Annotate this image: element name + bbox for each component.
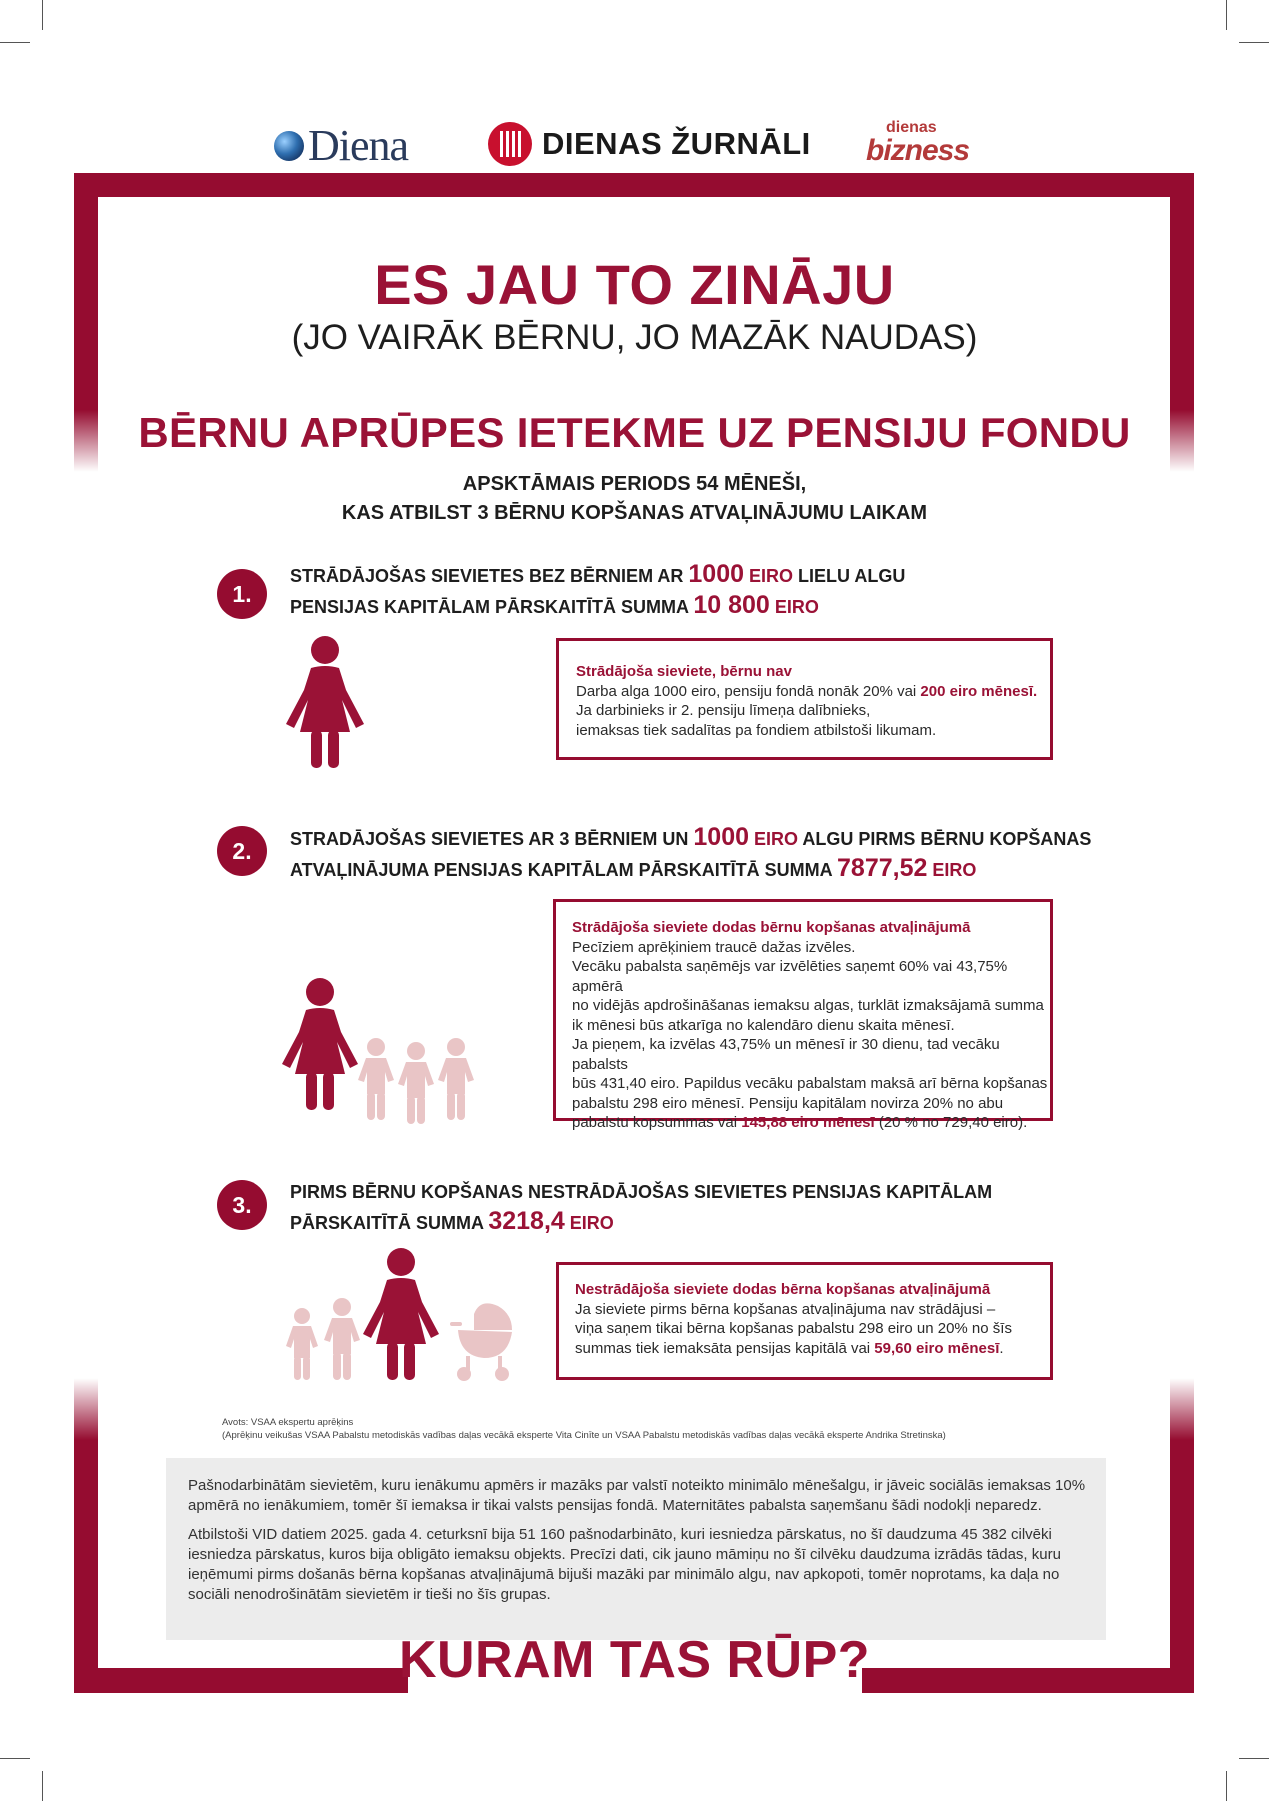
- case-3-info-box: Nestrādājoša sieviete dodas bērna kopšanas atvaļinājumā Ja sieviete pirms bērna kopšanas atvaļinājuma nav strādājusi – viņa saņem tikai bērna kopšanas pabalstu 298 eiro un 20% no šīs summas tiek iemaksāta pensijas kapitālā vai 59,60 eiro mēnesī.: [556, 1262, 1053, 1380]
- period-description: APSKTĀMAIS PERIODS 54 MĒNEŠI, KAS ATBILST 3 BĒRNU KOPŠANAS ATVAĻINĀJUMU LAIKAM: [341, 473, 928, 524]
- case-2-heading: STRADĀJOŠAS SIEVIETES AR 3 BĒRNIEM UN 1000 EIRO ALGU PIRMS BĒRNU KOPŠANAS ATVAĻINĀJUMA PENSIJAS KAPITĀLAM PĀRSKAITĪTĀ SUMMA 7877,52 EIRO: [290, 823, 1092, 882]
- case-number-badge: 3.: [217, 1180, 267, 1230]
- globe-icon: [274, 131, 304, 161]
- self-employed-note: Pašnodarbinātām sievietēm, kuru ienākumu apmērs ir mazāks par valstī noteikto minimālo mēnešalgu, ir jāveic sociālās iemaksas 10% apmērā no ienākumiem, tomēr šī iemaksa ir tikai valsts pensijas fondā. Maternitātes pabalsta saņemšanu šādi nodokļi neparedz. Atbilstoši VID datiem 2025. gada 4. ceturksnī bija 51 160 pašnodarbināto, kuri iesniedza pārskatus, no šī daudzuma 45 382 cilvēki iesniedza pārskatus, kuros bija obligāto iemaksu objekts. Precīzi dati, cik jauno māmiņu no šī cilvēku daudzuma izrādās tādas, kuru ieņēmumi pirms došanās bērna kopšanas atvaļinājumā bijuši mazāki par minimālo algu, nav apkopoti, tomēr noprotams, ka daļa no sociāli nenodrošinātām sievietēm ir tieši no šīs grupas.: [166, 1458, 1106, 1640]
- woman-with-children-and-stroller-icon: [280, 1246, 540, 1386]
- case-1-info-box: Strādājoša sieviete, bērnu nav Darba alga 1000 eiro, pensiju fondā nonāk 20% vai 200 eiro mēnesī. Ja darbinieks ir 2. pensiju līmeņa dalībnieks, iemaksas tiek sadalītas pa fondiem atbilstoši likumam.: [556, 638, 1053, 760]
- crop-mark: [1239, 1758, 1269, 1759]
- page-title: ES JAU TO ZINĀJU: [374, 253, 895, 316]
- woman-icon: [280, 634, 370, 769]
- case-number-badge: 2.: [217, 826, 267, 876]
- dienas-zurnali-logo: DIENAS ŽURNĀLI: [488, 122, 811, 166]
- crop-mark: [1226, 0, 1227, 30]
- case-2-info-box: Strādājoša sieviete dodas bērnu kopšanas atvaļinājumā Pecīziem aprēķiniem traucē dažas izvēles. Vecāku pabalsta saņēmējs var izvēlēties saņemt 60% vai 43,75% apmērā no vidējās apdrošināšanas iemaksu algas, turklāt izmaksājamā summa ik mēnesi būs atkarīga no kalendāro dienu skaita mēnesī. Ja pieņem, ka izvēlas 43,75% un mēnesī ir 30 dienu, tad vecāku pabalsts būs 431,40 eiro. Papildus vecāku pabalstam maksā arī bērna kopšanas pabalstu 298 eiro mēnesī. Pensiju kapitālam novirza 20% no abu pabalstu kopsummas vai 145,88 eiro mēnesī (20 % no 729,40 eiro).: [553, 899, 1053, 1121]
- crop-mark: [0, 42, 30, 43]
- case-1-heading: STRĀDĀJOŠAS SIEVIETES BEZ BĒRNIEM AR 1000 EIRO LIELU ALGU PENSIJAS KAPITĀLAM PĀRSKAITĪTĀ SUMMA 10 800 EIRO: [290, 560, 906, 619]
- publisher-logos: [0, 118, 1269, 168]
- diena-logo: Diena: [274, 120, 408, 171]
- case-number-badge: 1.: [217, 569, 267, 619]
- crop-mark: [42, 0, 43, 30]
- source-note: Avots: VSAA ekspertu aprēķins (Aprēķinu veikušas VSAA Pabalstu metodiskās vadības daļas vecākā eksperte Vita Cinīte un VSAA Pabalstu metodiskās vadības daļas vecākā eksperte Andrika Stretinska): [222, 1417, 946, 1441]
- dienas-bizness-logo: dienas bizness: [866, 119, 970, 167]
- crop-mark: [1239, 42, 1269, 43]
- page-subtitle: (JO VAIRĀK BĒRNU, JO MAZĀK NAUDAS): [291, 318, 978, 357]
- crop-mark: [42, 1771, 43, 1801]
- dienas-zurnali-mark-icon: [488, 122, 532, 166]
- footer-question: KURAM TAS RŪP?: [398, 1631, 871, 1689]
- frame-fade-left: [74, 410, 100, 1440]
- crop-mark: [1226, 1771, 1227, 1801]
- crop-mark: [0, 1758, 30, 1759]
- case-3-heading: PIRMS BĒRNU KOPŠANAS NESTRĀDĀJOŠAS SIEVIETES PENSIJAS KAPITĀLAM PĀRSKAITĪTĀ SUMMA 3218,4 EIRO: [290, 1182, 993, 1235]
- woman-with-three-children-icon: [282, 976, 502, 1124]
- section-title: BĒRNU APRŪPES IETEKME UZ PENSIJU FONDU: [138, 409, 1131, 456]
- frame-fade-right: [1168, 410, 1194, 1440]
